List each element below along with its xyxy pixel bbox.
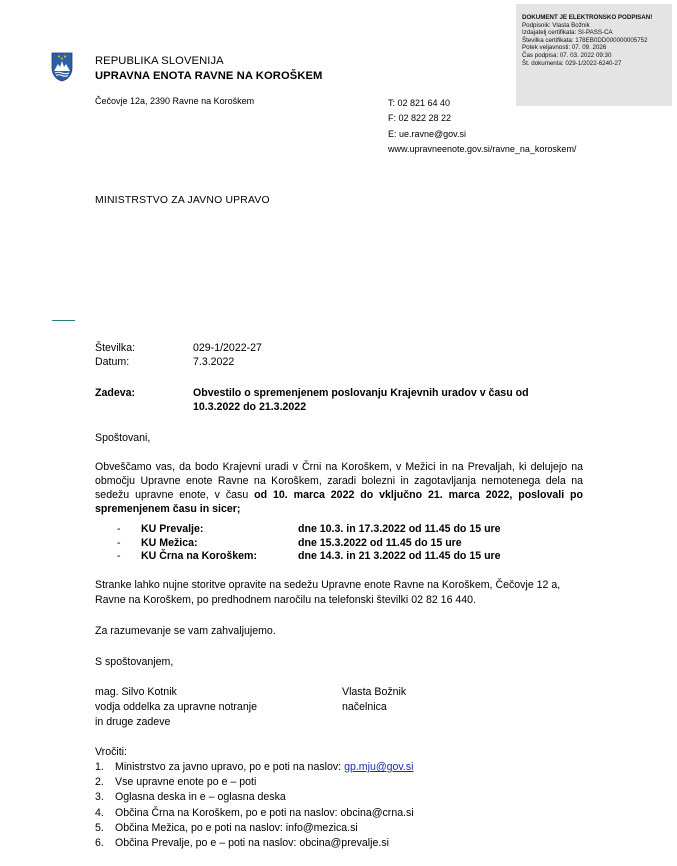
list-item [95,836,595,851]
office-name: UPRAVNA ENOTA RAVNE NA KOROŠKEM [95,70,323,82]
item-number: 1. [95,761,104,773]
item-number: 4. [95,806,104,819]
item-number: 2. [95,776,104,789]
divider [52,320,75,321]
item-text: Občina Mežica, po e poti na naslov: info@mezica.si [115,821,358,834]
deliver-label: Vročiti: [95,746,127,758]
list-dash: - [117,550,121,563]
item-text-wrap [115,760,414,775]
office-place: KU Mežica: [141,536,198,549]
regards-line: S spoštovanjem, [95,656,174,668]
item-text: Oglasna deska in e – oglasna deska [115,791,286,804]
list-dash: - [117,536,121,549]
office-time: dne 15.3.2022 od 11.45 do 15 ure [298,536,462,549]
signature-line: Potek veljavnosti: 07. 09. 2026 [522,44,607,52]
thanks-line: Za razumevanje se vam zahvaljujemo. [95,625,276,637]
email-link[interactable]: gp.mju@gov.si [344,761,414,773]
signature-line: Izdajatelj certifikata: SI-PASS-CA [522,29,613,37]
item-text: Ministrstvo za javno upravo, po e poti na naslov: [115,761,345,773]
office-time: dne 14.3. in 21 3.2022 od 11.45 do 15 ure [298,550,501,563]
signer-left-line: in druge zadeve [95,716,171,729]
paragraph-normal: Obveščamo vas, da bodo Krajevni uradi v Črni na Koroškem, v Mežici in na Prevaljah, ki delujejo na območju Upravne enote Ravne na Koroškem, zaradi bolezni in zagotavljanja nemotenega dela na sedežu upravne enote, v času [95,461,583,501]
phone: T: 02 821 64 40 [388,98,451,108]
item-text: Vse upravne enote po e – poti [115,776,257,789]
country-name: REPUBLIKA SLOVENIJA [95,55,224,67]
signer-right-line: načelnica [342,701,387,714]
signature-line: Čas podpisa: 07. 03. 2022 09:30 [522,51,612,59]
date-label: Datum: [95,356,130,368]
office-place: KU Prevalje: [141,523,204,535]
item-number: 3. [95,791,104,804]
list-item [95,790,595,805]
list-item [95,775,595,790]
e-signature-box [516,4,672,106]
recipient: MINISTRSTVO ZA JAVNO UPRAVO [95,195,270,206]
signer-right-line: Vlasta Božnik [342,686,407,698]
signature-line: Podpisnik: Vlasta Božnik [522,21,590,29]
paragraph-bold: od 10. marca 2022 do vključno 21. marca 2022, poslovali po spremenjenem času in sicer; [95,488,583,515]
signature-line: Št. dokumenta: 029-1/2022-6240-27 [522,59,622,67]
signer-left-line: mag. Silvo Kotnik [95,686,177,698]
fax: F: 02 822 28 22 [388,113,452,124]
signature-title: DOKUMENT JE ELEKTRONSKO PODPISAN! [522,14,653,21]
signature-line: Številka certifikata: 178EB0DD000000005752 [522,36,648,44]
signer-left [95,685,257,731]
subject-text: Obvestilo o spremenjenem poslovanju Krajevnih uradov v času od 10.3.2022 do 21.3.2022 [193,387,529,414]
website: www.upravneenote.gov.si/ravne_na_koroskem/ [388,143,577,154]
list-item [95,806,595,821]
item-number: 5. [95,821,104,834]
number-value: 029-1/2022-27 [193,342,262,354]
date-value: 7.3.2022 [193,356,235,368]
slovenia-coat-of-arms-icon [51,52,73,82]
signer-right [342,685,406,715]
office-place: KU Črna na Koroškem: [141,550,257,563]
office-time: dne 10.3. in 17.3.2022 od 11.45 do 15 ure [298,523,501,535]
subject-label: Zadeva: [95,387,136,399]
deliver-list [95,760,595,851]
email: E: ue.ravne@gov.si [388,128,467,139]
paragraph-notice [95,461,583,517]
list-item [95,760,595,775]
item-text: Občina Črna na Koroškem, po e poti na naslov: obcina@crna.si [115,806,414,819]
number-label: Številka: [95,342,136,354]
contact-block [388,96,576,157]
list-item [95,821,595,836]
item-text: Občina Prevalje, po e – poti na naslov: obcina@prevalje.si [115,836,389,849]
signer-left-line: vodja oddelka za upravne notranje [95,701,257,714]
item-number: 6. [95,836,104,849]
office-address: Čečovje 12a, 2390 Ravne na Koroškem [95,96,255,106]
paragraph-instructions: Stranke lahko nujne storitve opravite na sedežu Upravne enote Ravne na Koroškem, Čečovje 12 a, Ravne na Koroškem, po predhodnem naročilu na telefonski številki 02 82 16 440. [95,579,561,607]
list-dash: - [117,523,121,535]
greeting: Spoštovani, [95,432,151,444]
